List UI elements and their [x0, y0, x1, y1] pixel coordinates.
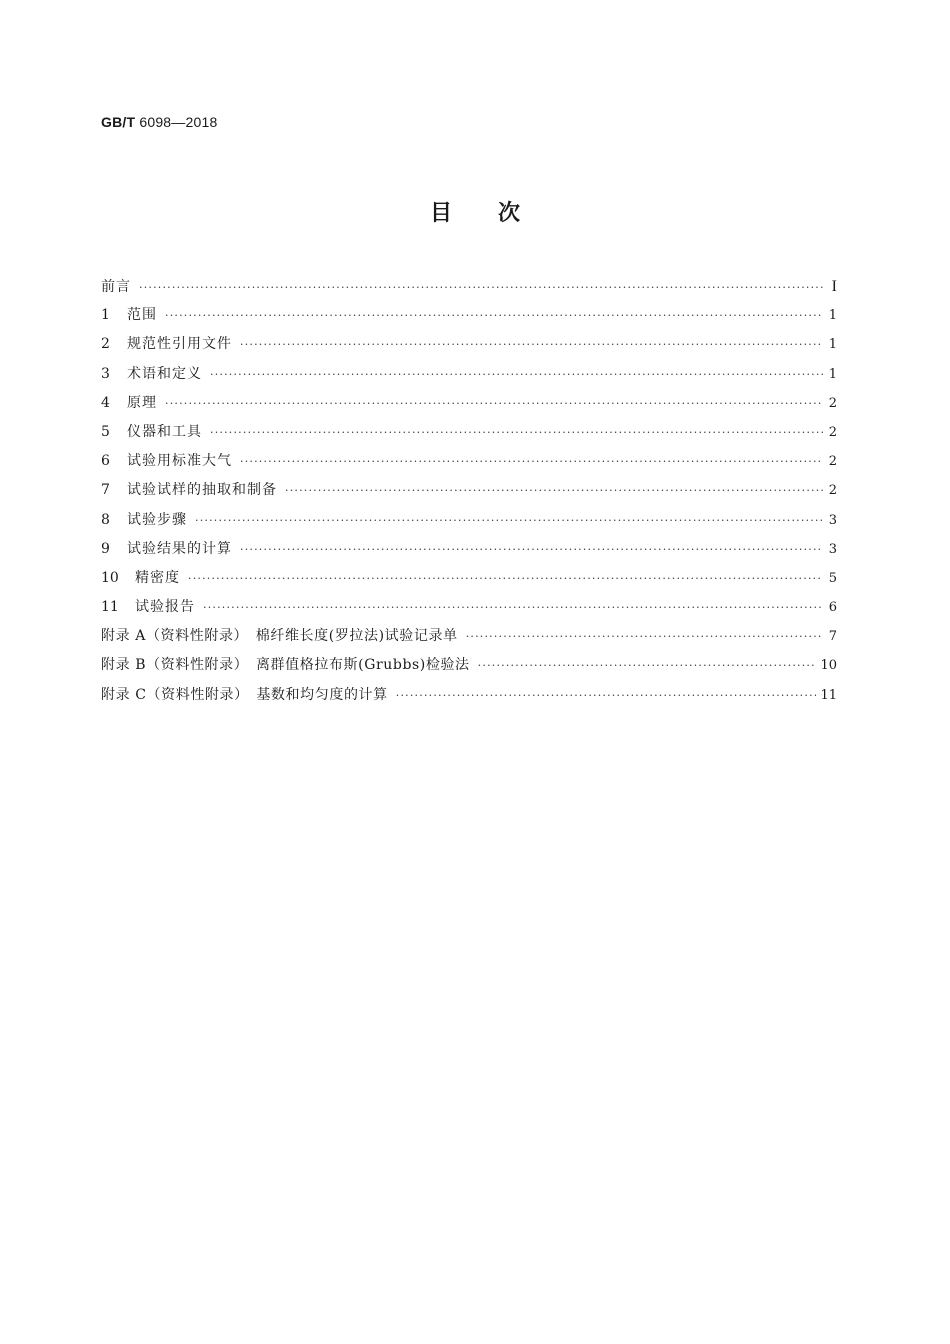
toc-entry-8[interactable]: [101, 506, 837, 535]
toc-entry-label: 试验用标准大气: [127, 453, 232, 470]
toc-entry-6[interactable]: [101, 447, 837, 476]
toc-entry-label: 附录 A（资料性附录） 棉纤维长度(罗拉法)试验记录单: [101, 628, 458, 645]
toc-entry-number: 9: [101, 540, 110, 557]
toc-leader-dots: [240, 330, 823, 359]
toc-entry-page: 1: [828, 337, 837, 353]
toc-entry-page: 2: [828, 483, 837, 499]
toc-entry-label: 试验报告: [135, 599, 195, 616]
toc-entry-4[interactable]: [101, 389, 837, 418]
toc-entry-label: 前言: [101, 279, 131, 295]
toc-entry-number: 11: [101, 599, 119, 616]
toc-leader-dots: [396, 681, 817, 710]
toc-entry-label: 范围: [127, 307, 157, 324]
toc-entry-1[interactable]: [101, 301, 837, 330]
toc-leader-dots: [210, 418, 823, 447]
toc-entry-label: 精密度: [135, 569, 180, 586]
toc-entry-page: I: [831, 278, 837, 295]
toc-entry-number: 2: [101, 336, 110, 353]
toc-list: [101, 272, 837, 710]
toc-leader-dots: [285, 476, 823, 505]
toc-leader-dots: [210, 360, 823, 389]
toc-entry-10[interactable]: [101, 564, 837, 593]
toc-entry-appendix-c[interactable]: [101, 681, 837, 710]
toc-entry-foreword[interactable]: [101, 272, 837, 301]
toc-leader-dots: [188, 564, 823, 593]
toc-entry-page: 1: [828, 366, 837, 382]
toc-entry-appendix-a[interactable]: [101, 622, 837, 651]
toc-leader-dots: [139, 273, 823, 302]
toc-entry-label: 试验步骤: [127, 511, 187, 528]
toc-entry-label: 附录 C（资料性附录） 基数和均匀度的计算: [101, 686, 388, 703]
toc-leader-dots: [165, 389, 823, 418]
toc-title: [0, 196, 950, 227]
toc-entry-2[interactable]: [101, 330, 837, 359]
toc-entry-page: 5: [828, 570, 837, 586]
toc-leader-dots: [165, 301, 823, 330]
toc-entry-number: 5: [101, 423, 110, 440]
toc-entry-page: 2: [828, 424, 837, 440]
toc-entry-page: 7: [828, 629, 837, 645]
toc-entry-page: 1: [828, 308, 837, 324]
toc-entry-label: 规范性引用文件: [127, 336, 232, 353]
toc-entry-number: 1: [101, 307, 110, 324]
toc-entry-appendix-b[interactable]: [101, 651, 837, 680]
toc-leader-dots: [203, 593, 823, 622]
toc-leader-dots: [466, 622, 823, 651]
toc-entry-7[interactable]: [101, 476, 837, 505]
toc-entry-label: 试验结果的计算: [127, 540, 232, 557]
toc-entry-label: 原理: [127, 394, 157, 411]
toc-leader-dots: [195, 506, 823, 535]
standard-number: 6098—2018: [139, 114, 218, 130]
toc-entry-number: 6: [101, 453, 110, 470]
toc-title-char-2: 次: [498, 201, 521, 226]
toc-entry-page: 3: [828, 512, 837, 528]
toc-entry-page: 6: [828, 600, 837, 616]
toc-entry-number: 7: [101, 482, 110, 499]
toc-entry-number: 10: [101, 569, 119, 586]
toc-entry-11[interactable]: [101, 593, 837, 622]
toc-entry-page: 10: [820, 658, 837, 674]
toc-leader-dots: [240, 447, 823, 476]
toc-leader-dots: [240, 535, 823, 564]
toc-entry-number: 4: [101, 394, 110, 411]
toc-leader-dots: [478, 651, 817, 680]
toc-entry-label: 附录 B（资料性附录） 离群值格拉布斯(Grubbs)检验法: [101, 657, 470, 674]
toc-entry-5[interactable]: [101, 418, 837, 447]
toc-entry-page: 3: [828, 541, 837, 557]
standard-code: [101, 114, 217, 130]
toc-entry-label: 术语和定义: [127, 365, 202, 382]
toc-entry-page: 2: [828, 395, 837, 411]
toc-entry-number: 3: [101, 365, 110, 382]
standard-prefix: GB/T: [101, 114, 136, 130]
toc-entry-3[interactable]: [101, 360, 837, 389]
toc-entry-page: 11: [820, 687, 837, 703]
toc-entry-9[interactable]: [101, 535, 837, 564]
toc-entry-page: 2: [828, 454, 837, 470]
toc-entry-label: 仪器和工具: [127, 423, 202, 440]
toc-entry-label: 试验试样的抽取和制备: [127, 482, 277, 499]
toc-title-char-1: 目: [429, 201, 452, 226]
toc-entry-number: 8: [101, 511, 110, 528]
